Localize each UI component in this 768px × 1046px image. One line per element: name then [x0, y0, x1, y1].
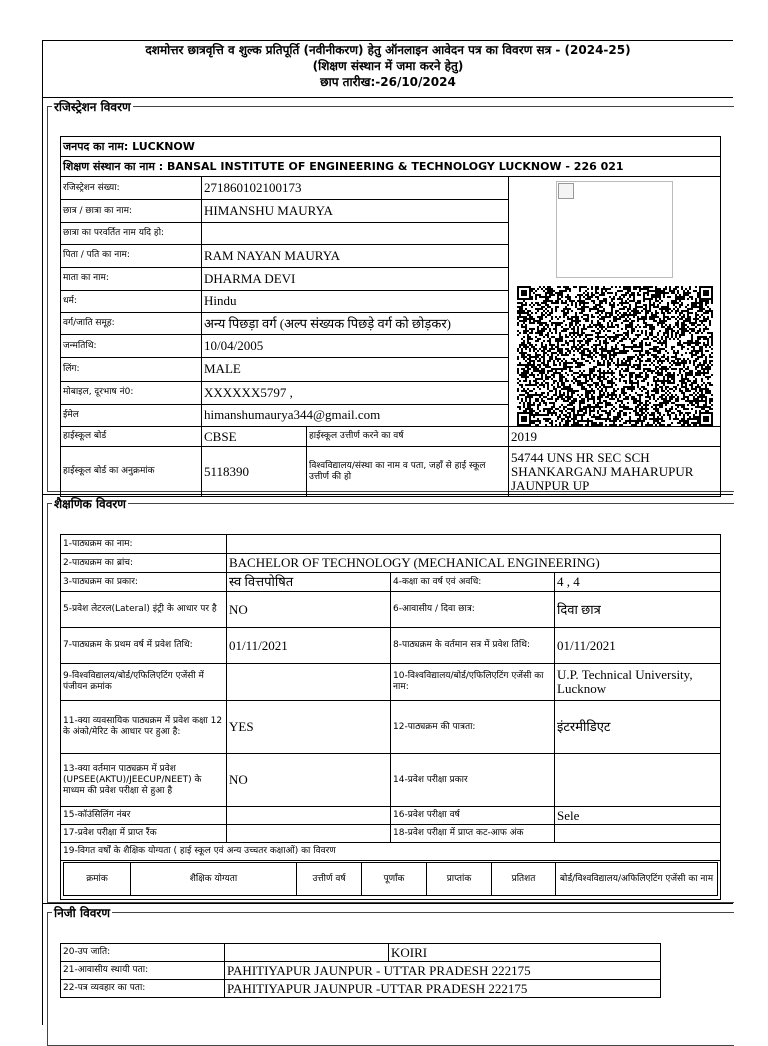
field-label: 11-क्या व्यवसायिक पाठ्यक्रम में प्रवेश कक्षा 12 के अंको/मेरिट के आधार पर हुआ है:: [61, 701, 227, 754]
email: himanshumaurya344@gmail.com: [202, 404, 509, 426]
field-label: वर्ग/जाति समूह:: [61, 313, 202, 335]
field-label: लिंग:: [61, 358, 202, 381]
print-date: छाप तारीख:-26/10/2024: [320, 75, 456, 89]
column-header: क्रमांक: [64, 863, 131, 896]
academic-table: [60, 534, 721, 900]
registration-legend: रजिस्ट्रेशन विवरण: [54, 100, 131, 114]
field-label: 12-पाठ्यक्रम की पात्रता:: [391, 701, 555, 754]
empty-cell: [225, 944, 389, 962]
field-label: 1-पाठ्यक्रम का नाम:: [61, 535, 227, 554]
field-label: 15-कॉउंसिलिंग नंबर: [61, 807, 227, 825]
registration-section: [47, 98, 734, 492]
field-label: धर्म:: [61, 290, 202, 312]
highschool-school: 54744 UNS HR SEC SCH SHANKARGANJ MAHARUPUR JAUNPUR UP: [509, 447, 721, 497]
field-label: 4-कक्षा का वर्ष एवं अवधि:: [391, 573, 555, 592]
header-title: दशमोत्तर छात्रवृत्ति व शुल्क प्रतिपूर्ति (नवीनीकरण) हेतु ऑनलाइन आवेदन पत्र का विवरण सत्र - (2024-25): [145, 43, 631, 57]
column-header: प्रतिशत: [492, 863, 556, 896]
field-label: हाईस्कूल बोर्ड: [61, 427, 202, 447]
column-header: उत्तीर्ण वर्ष: [297, 863, 362, 896]
form-header: [43, 41, 733, 90]
field-label: 7-पाठ्यक्रम के प्रथम वर्ष में प्रवेश तिथि:: [61, 628, 227, 664]
field-label: हाईस्कूल बोर्ड का अनुक्रमांक: [61, 447, 202, 497]
field-label: जन्मतिथि:: [61, 335, 202, 358]
field-label: मोबाइल, दूरभाष नं0:: [61, 381, 202, 404]
entrance-exam-admission: NO: [227, 754, 391, 807]
course-eligibility: इंटरमीडिएट: [555, 701, 721, 754]
field-label: 8-पाठ्यक्रम के वर्तमान सत्र में प्रवेश तिथि:: [391, 628, 555, 664]
district-name: जनपद का नाम: LUCKNOW: [61, 137, 721, 157]
field-label: ईमेल: [61, 404, 202, 426]
sub-caste: KOIRI: [389, 944, 661, 962]
field-label: छात्रा का परवर्तित नाम यदि हो:: [61, 223, 202, 244]
counselling-number: [227, 807, 391, 825]
academic-legend: शैक्षणिक विवरण: [54, 497, 126, 511]
personal-table: [60, 943, 661, 998]
student-photo: [556, 181, 673, 278]
photo-qr-cell: [509, 177, 721, 427]
personal-section: [47, 904, 734, 1046]
field-label: माता का नाम:: [61, 267, 202, 290]
field-label: 20-उप जाति:: [61, 944, 225, 962]
father-name: RAM NAYAN MAURYA: [202, 244, 509, 267]
column-header: पूर्णांक: [362, 863, 427, 896]
academic-section: [47, 495, 734, 903]
field-label: हाईस्कूल उत्तीर्ण करने का वर्ष: [307, 427, 509, 447]
lateral-entry: NO: [227, 592, 391, 628]
field-label: रजिस्ट्रेशन संख्या:: [61, 177, 202, 200]
registration-number: 271860102100173: [202, 177, 509, 200]
past-qualification-heading: 19-विगत वर्षों के शैक्षिक योग्यता ( हाई स्कूल एवं अन्य उच्चतर कक्षाओं) का विवरण: [61, 843, 721, 861]
university-name: U.P. Technical University, Lucknow: [555, 664, 721, 701]
personal-legend: निजी विवरण: [54, 906, 110, 920]
course-name: [227, 535, 721, 554]
past-qualification-container: [61, 861, 721, 900]
current-session-admission-date: 01/11/2021: [555, 628, 721, 664]
field-label: 6-आवासीय / दिवा छात्र:: [391, 592, 555, 628]
field-label: 17-प्रवेश परीक्षा में प्राप्त रैंक: [61, 825, 227, 843]
entrance-exam-year: Sele: [555, 807, 721, 825]
field-label: 18-प्रवेश परीक्षा में प्राप्त कट-आफ अंक: [391, 825, 555, 843]
merit-based-admission: YES: [227, 701, 391, 754]
field-label: 14-प्रवेश परीक्षा प्रकार: [391, 754, 555, 807]
field-label: 2-पाठ्यक्रम का ब्रांच:: [61, 554, 227, 573]
mobile-number: XXXXXX5797 ,: [202, 381, 509, 404]
entrance-exam-type: [555, 754, 721, 807]
gender: MALE: [202, 358, 509, 381]
past-qualification-table: [63, 862, 718, 896]
institute-name: शिक्षण संस्थान का नाम : BANSAL INSTITUTE OF ENGINEERING & TECHNOLOGY LUCKNOW - 226 021: [61, 157, 721, 177]
changed-name: [202, 223, 509, 244]
course-branch: BACHELOR OF TECHNOLOGY (MECHANICAL ENGINEERING): [227, 554, 721, 573]
category: अन्य पिछड़ा वर्ग (अल्प संख्यक पिछड़े वर्ग को छोड़कर): [202, 313, 509, 335]
entrance-cutoff-marks: [555, 825, 721, 843]
student-name: HIMANSHU MAURYA: [202, 200, 509, 223]
highschool-board: CBSE: [202, 427, 307, 447]
column-header: शैक्षिक योग्यता: [131, 863, 297, 896]
highschool-pass-year: 2019: [509, 427, 721, 447]
header-subtitle: (शिक्षण संस्थान में जमा करने हेतु): [312, 59, 464, 73]
field-label: 5-प्रवेश लेटरल(Lateral) इंट्री के आधार पर है: [61, 592, 227, 628]
field-label: 9-विश्वविद्यालय/बोर्ड/एफिलिएटिंग एजेंसी में पंजीयन क्रमांक: [61, 664, 227, 701]
column-header: प्राप्तांक: [427, 863, 492, 896]
university-registration-number: [227, 664, 391, 701]
field-label: पिता / पति का नाम:: [61, 244, 202, 267]
date-of-birth: 10/04/2005: [202, 335, 509, 358]
course-type: स्व वित्तपोषित: [227, 573, 391, 592]
highschool-roll-number: 5118390: [202, 447, 307, 497]
broken-image-icon: [558, 183, 574, 199]
permanent-address: PAHITIYAPUR JAUNPUR - UTTAR PRADESH 222175: [225, 962, 661, 980]
field-label: 22-पत्र व्यवहार का पता:: [61, 980, 225, 998]
correspondence-address: PAHITIYAPUR JAUNPUR -UTTAR PRADESH 222175: [225, 980, 661, 998]
column-header: बोर्ड/विश्वविद्यालय/अफिलिएटिंग एजेंसी का नाम: [556, 863, 718, 896]
field-label: 3-पाठ्यक्रम का प्रकार:: [61, 573, 227, 592]
mother-name: DHARMA DEVI: [202, 267, 509, 290]
first-year-admission-date: 01/11/2021: [227, 628, 391, 664]
field-label: 13-क्या वर्तमान पाठ्यक्रम में प्रवेश (UPSEE(AKTU)/JEECUP/NEET) के माध्यम की प्रवेश परीक्षा से हुआ है: [61, 754, 227, 807]
field-label: छात्र / छात्रा का नाम:: [61, 200, 202, 223]
registration-table: [60, 136, 721, 497]
application-form: [42, 40, 733, 1025]
entrance-exam-rank: [227, 825, 391, 843]
field-label: विश्वविद्यालय/संस्था का नाम व पता, जहाँ से हाई स्कूल उत्तीर्ण की हो: [307, 447, 509, 497]
field-label: 16-प्रवेश परीक्षा वर्ष: [391, 807, 555, 825]
field-label: 21-आवासीय स्थायी पता:: [61, 962, 225, 980]
religion: Hindu: [202, 290, 509, 312]
qr-code: [517, 286, 713, 426]
field-label: 10-विश्वविद्यालय/बोर्ड/एफिलिएटिंग एजेंसी का नाम:: [391, 664, 555, 701]
residential-status: दिवा छात्र: [555, 592, 721, 628]
class-year-duration: 4 , 4: [555, 573, 721, 592]
